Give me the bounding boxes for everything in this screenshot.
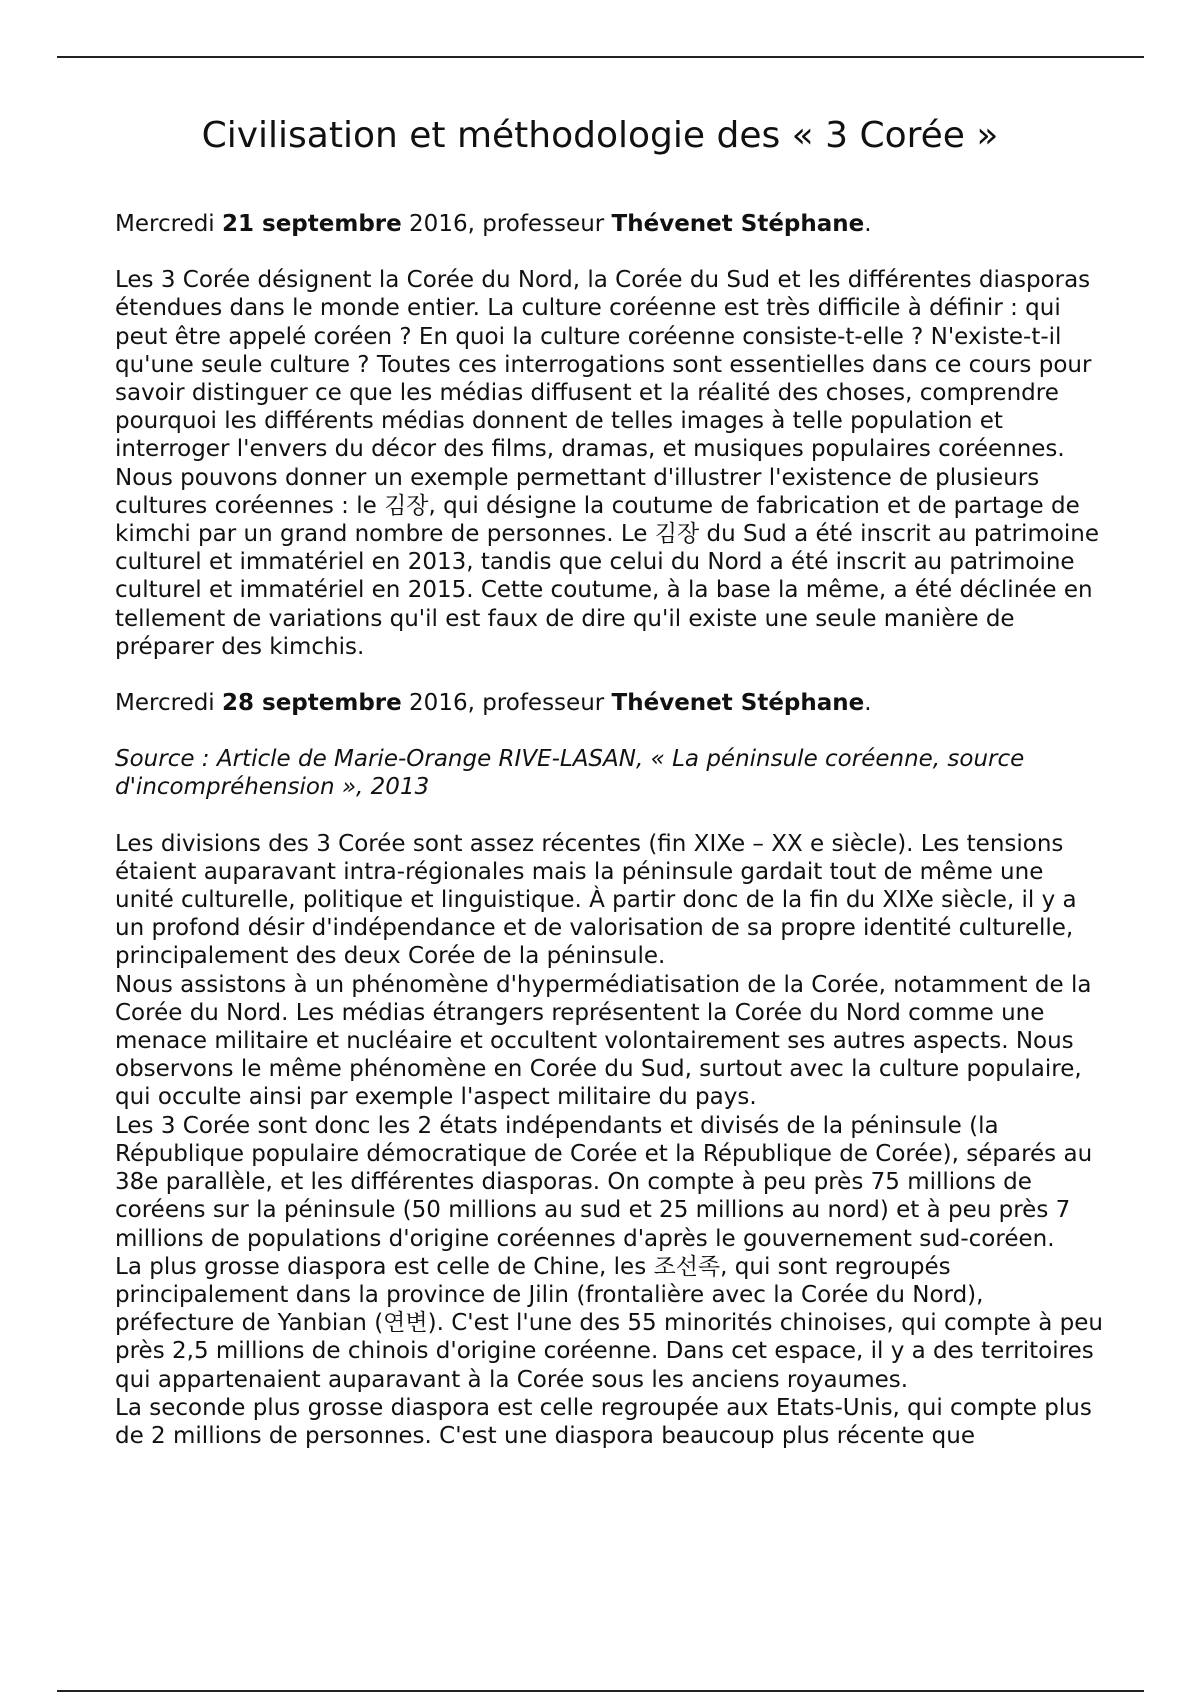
paragraph-kimjang: Nous pouvons donner un exemple permettant d'illustrer l'existence de plusieurs cultures coréennes : le 김장, qui désigne la coutume de fabrication et de partage de kimchi par un grand nombre de personnes. Le 김장 du Sud a été inscrit au patrimoine culturel et immatériel en 2013, tandis que celui du Nord a été inscrit au patrimoine culturel et immatériel en 2015. Cette coutume, à la base la même, a été déclinée en tellement de variations qu'il est faux de dire qu'il existe une seule manière de préparer des kimchis. (115, 464, 1100, 660)
paragraph-mediatisation: Nous assistons à un phénomène d'hypermédiatisation de la Corée, notamment de la Corée du Nord. Les médias étrangers représentent la Corée du Nord comme une menace militaire et nucléaire et occultent volontairement ses autres aspects. Nous observons le même phénomène en Corée du Sud, surtout avec la culture populaire, qui occulte ainsi par exemple l'aspect militaire du pays. (115, 971, 1092, 1111)
paragraph-us-diaspora: La seconde plus grosse diaspora est celle regroupée aux Etats-Unis, qui compte plus de 2 millions de personnes. C'est une diaspora beaucoup plus récente que (115, 1394, 1092, 1449)
session-date: 21 septembre (222, 211, 402, 237)
paragraph-intro: Les 3 Corée désignent la Corée du Nord, la Corée du Sud et les différentes diasporas étendues dans le monde entier. La culture coréenne est très difficile à définir : qui peut être appelé coréen ? En quoi la culture coréenne consiste-t-elle ? N'existe-t-il qu'une seule culture ? Toutes ces interrogations sont essentielles dans ce cours pour savoir distinguer ce que les médias diffusent et la réalité des choses, comprendre pourquoi les différents médias donnent de telles images à telle population et interroger l'envers du décor des films, dramas, et musiques populaires coréennes. (115, 267, 1092, 463)
session-end: . (864, 211, 872, 237)
source-citation: Source : Article de Marie-Orange RIVE-LASAN, « La péninsule coréenne, source d'incompréhension », 2013 (115, 746, 1025, 801)
paragraph-three-koreas: Les 3 Corée sont donc les 2 états indépendants et divisés de la péninsule (la République populaire démocratique de Corée et la République de Corée), séparés au 38e parallèle, et les différentes diasporas. On compte à peu près 75 millions de coréens sur la péninsule (50 millions au sud et 25 millions au nord) et à peu près 7 millions de populations d'origine coréennes d'après le gouvernement sud-coréen. (115, 1112, 1093, 1252)
session-header-1 (115, 210, 1105, 238)
bottom-rule (57, 1690, 1144, 1692)
paragraph-china-diaspora: La plus grosse diaspora est celle de Chine, les 조선족, qui sont regroupés principalement dans la province de Jilin (frontalière avec la Corée du Nord), préfecture de Yanbian (연변). C'est l'une des 55 minorités chinoises, qui compte à peu près 2,5 millions de chinois d'origine coréenne. Dans cet espace, il y a des territoires qui appartenaient auparavant à la Corée sous les anciens royaumes. (115, 1253, 1103, 1393)
session-day: Mercredi (115, 211, 215, 237)
document-body (115, 210, 1105, 1450)
professor-name: Thévenet Stéphane (611, 690, 865, 717)
page-title: Civilisation et méthodologie des « 3 Corée » (201, 115, 999, 156)
professor-name: Thévenet Stéphane (611, 211, 865, 237)
top-rule (57, 56, 1144, 58)
session-day: Mercredi (115, 690, 215, 717)
session-end: . (864, 690, 872, 717)
paragraph-divisions: Les divisions des 3 Corée sont assez récentes (fin XIXe – XX e siècle). Les tensions étaient auparavant intra-régionales mais la péninsule gardait tout de même une unité culturelle, politique et linguistique. À partir donc de la fin du XIXe siècle, il y a un profond désir d'indépendance et de valorisation de sa propre identité culturelle, principalement des deux Corée de la péninsule. (115, 830, 1077, 970)
session-header-2 (115, 689, 1105, 717)
session-date: 28 septembre (222, 690, 402, 717)
session-year-professor: 2016, professeur (409, 690, 605, 717)
session-year-professor: 2016, professeur (409, 211, 605, 237)
